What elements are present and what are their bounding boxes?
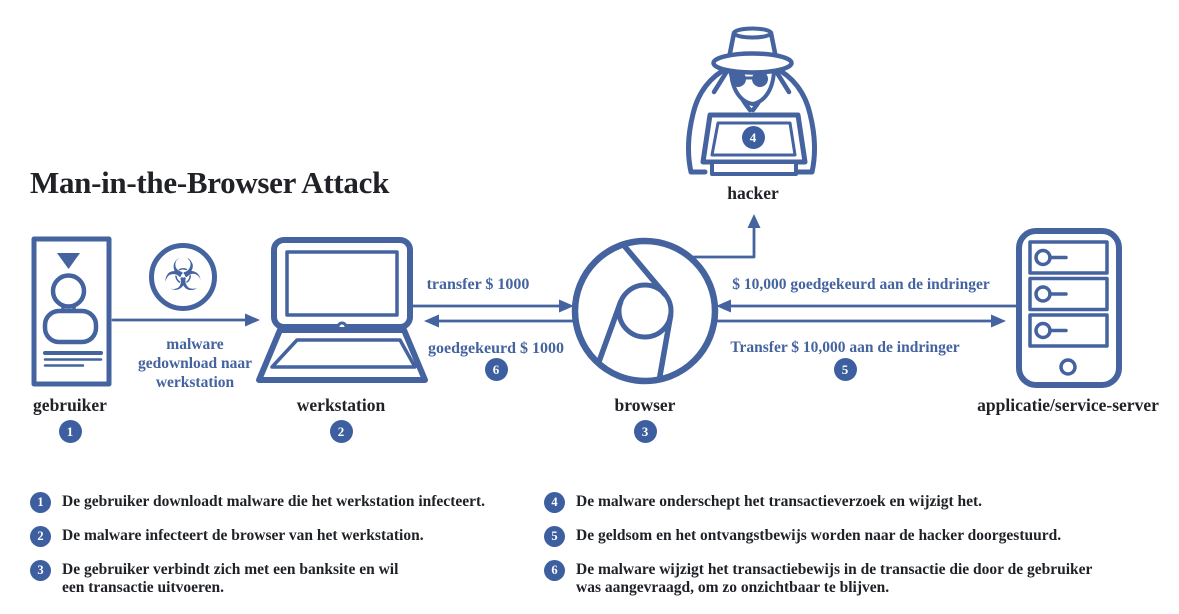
legend-badge-2: 2 [30, 526, 51, 547]
malware-biohazard-icon [149, 243, 217, 311]
legend-3-line1: De gebruiker verbindt zich met een banksite en wil [62, 561, 399, 578]
gebruiker-label: gebruiker [33, 395, 107, 415]
biohazard-glyph: ☣ [163, 250, 203, 301]
legend-6-line2: was aangevraagd, om zo onzichtbaar te blijven. [576, 579, 890, 597]
flow-step-badge-5: 5 [834, 358, 857, 381]
malware-download-label [120, 336, 270, 393]
werkstation-step-badge: 2 [330, 420, 353, 443]
legend-4-line1: De malware onderschept het transactieverzoek en wijzigt het. [576, 493, 983, 510]
gebruiker-step-badge: 1 [59, 420, 82, 443]
legend-6-line1: De malware wijzigt het transactiebewijs in de transactie die door de gebruiker [576, 561, 1093, 578]
legend-3-line2: een transactie uitvoeren. [62, 579, 224, 597]
browser-chrome-icon [571, 236, 721, 386]
laptop-icon [256, 232, 440, 388]
legend-text-2 [62, 527, 424, 545]
legend-badge-3: 3 [30, 560, 51, 581]
legend-text-3 [62, 561, 398, 598]
flow-step-badge-6: 6 [485, 358, 508, 381]
transfer-10000-label: Transfer $ 10,000 aan de indringer [730, 339, 960, 356]
malware-label-line1: malware [166, 336, 224, 353]
goedgekeurd-10000-label: $ 10,000 goedgekeurd aan de indringer [732, 276, 990, 293]
server-label: applicatie/service-server [977, 395, 1159, 415]
server-icon [1014, 226, 1126, 392]
arrow-transfer-10000 [715, 315, 1006, 328]
legend-2-line1: De malware infecteert de browser van het werkstation. [62, 527, 424, 544]
malware-label-line2: gedownload naar [137, 354, 253, 372]
arrow-goedgekeurd-1000 [424, 315, 575, 328]
page-title: Man-in-the-Browser Attack [30, 165, 390, 200]
arrow-malware-download [113, 314, 260, 327]
legend-text-5 [576, 527, 1061, 545]
hacker-step-badge: 4 [742, 126, 765, 149]
legend-badge-6: 6 [544, 560, 565, 581]
legend-badge-1: 1 [30, 492, 51, 513]
legend-1-line1: De gebruiker downloadt malware die het werkstation infecteert. [62, 493, 486, 510]
browser-label: browser [614, 395, 676, 415]
legend-badge-4: 4 [544, 492, 565, 513]
hacker-icon [683, 6, 827, 184]
legend-badge-5: 5 [544, 526, 565, 547]
werkstation-label: werkstation [296, 395, 386, 415]
legend-text-6 [576, 561, 1092, 598]
arrow-goedgekeurd-10000 [716, 300, 1018, 313]
legend-text-4 [576, 493, 982, 511]
legend-5-line1: De geldsom en het ontvangstbewijs worden naar de hacker doorgestuurd. [576, 527, 1062, 544]
malware-label-line3: werkstation [155, 373, 235, 391]
hacker-label: hacker [727, 183, 779, 203]
user-card-icon [29, 234, 115, 390]
goedgekeurd-1000-label: goedgekeurd $ 1000 [428, 340, 564, 357]
browser-step-badge: 3 [634, 420, 657, 443]
legend-text-1 [62, 493, 485, 511]
transfer-1000-label: transfer $ 1000 [426, 276, 530, 293]
